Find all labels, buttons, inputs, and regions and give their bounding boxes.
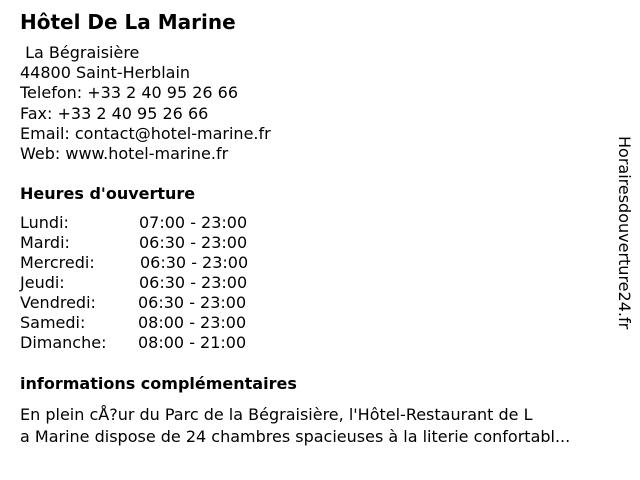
fax-line: Fax: +33 2 40 95 26 66 <box>20 103 209 123</box>
day-label: Vendredi: <box>20 293 96 312</box>
time-range: 06:30 - 23:00 <box>138 293 247 312</box>
email-line: Email: contact@hotel-marine.fr <box>20 123 271 143</box>
site-brand-vertical: Horairesdouverture24.fr <box>615 136 634 330</box>
day-label: Samedi: <box>20 313 86 332</box>
additional-info-heading: informations complémentaires <box>20 374 297 393</box>
phone-line: Telefon: +33 2 40 95 26 66 <box>20 83 239 103</box>
contact-block <box>20 43 271 164</box>
time-range: 07:00 - 23:00 <box>139 213 248 232</box>
web-line: Web: www.hotel-marine.fr <box>20 144 229 164</box>
time-range: 06:30 - 23:00 <box>139 233 248 252</box>
day-label: Lundi: <box>20 213 69 232</box>
opening-hours-heading: Heures d'ouverture <box>20 184 196 203</box>
day-label: Dimanche: <box>20 333 107 352</box>
hotel-title: Hôtel De La Marine <box>20 10 236 34</box>
address-line-street: La Bégraisière <box>20 43 140 62</box>
info-text-line: En plein cÅ?ur du Parc de la Bégraisière, l'Hôtel-Restaurant de L <box>20 405 533 424</box>
time-range: 08:00 - 21:00 <box>138 333 247 352</box>
additional-info-text <box>20 404 620 448</box>
info-text-line: a Marine dispose de 24 chambres spacieuses à la literie confortabl... <box>20 427 571 446</box>
day-label: Mardi: <box>20 233 70 252</box>
address-line-city: 44800 Saint-Herblain <box>20 63 191 83</box>
time-range: 06:30 - 23:00 <box>140 253 249 272</box>
day-label: Mercredi: <box>20 253 95 272</box>
time-range: 08:00 - 23:00 <box>138 313 247 332</box>
time-range: 06:30 - 23:00 <box>139 273 248 292</box>
day-label: Jeudi: <box>20 273 65 292</box>
